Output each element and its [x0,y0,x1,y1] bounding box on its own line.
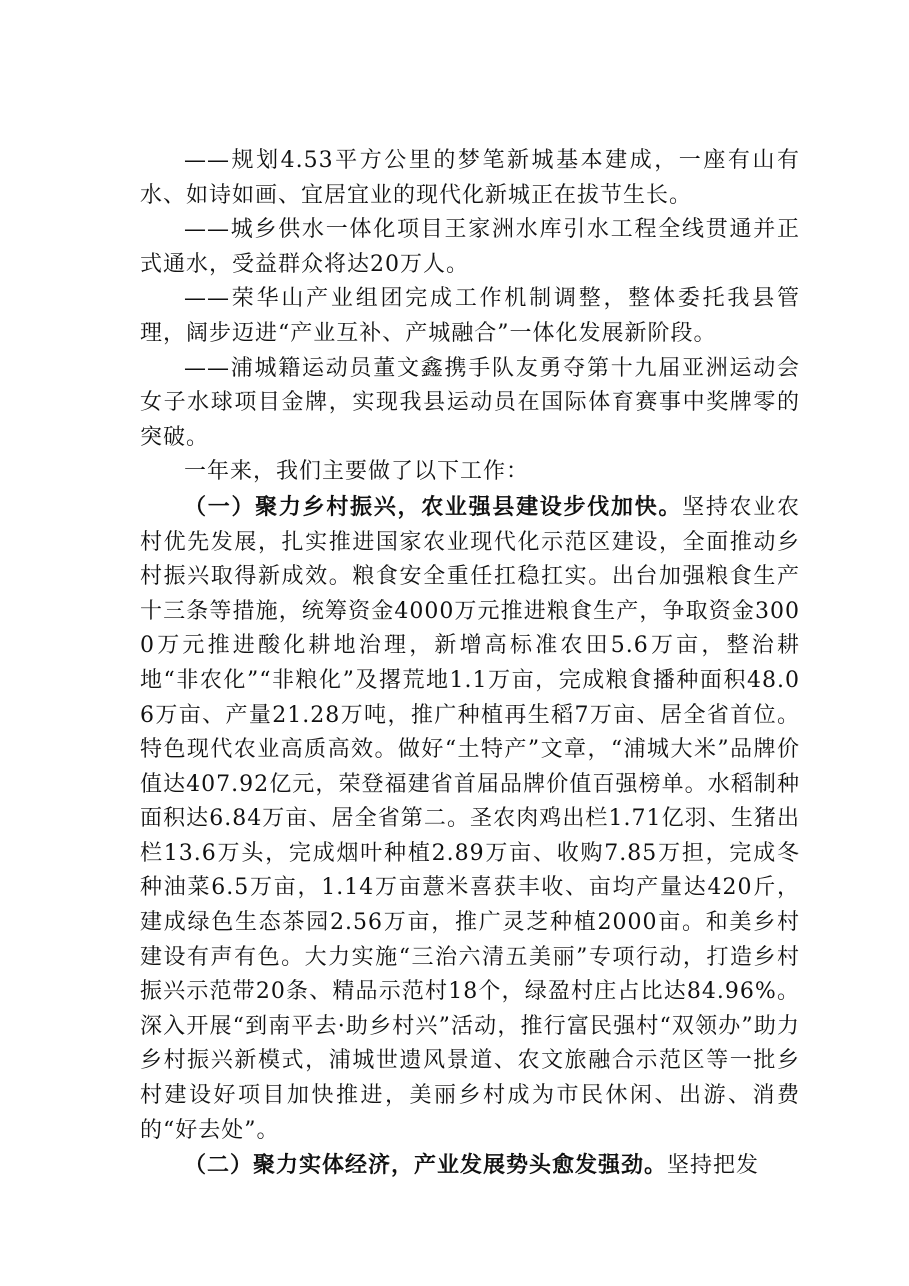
section-heading: （二）聚力实体经济，产业发展势头愈发强劲。 [184,1152,668,1179]
paragraph-text: 一年来，我们主要做了以下工作： [184,459,530,485]
paragraph-text: 坚持把发 [667,1153,760,1179]
paragraph-text: ——城乡供水一体化项目王家洲水库引水工程全线贯通并正式通水，受益群众将达20万人。 [140,217,800,277]
section-heading: （一）聚力乡村振兴，农业强县建设步伐加快。 [184,493,683,520]
paragraph-mengbi-new-city [140,144,800,213]
paragraph-asian-games [140,352,800,456]
paragraph-water-supply [140,213,800,282]
document-body [140,144,800,1184]
paragraph-text: ——规划4.53平方公里的梦笔新城基本建成，一座有山有水、如诗如画、宜居宜业的现代化新城正在拔节生长。 [140,148,800,208]
paragraph-rural-revitalization [140,490,800,1148]
paragraph-text: ——荣华山产业组团完成工作机制调整，整体委托我县管理，阔步迈进“产业互补、产城融合”一体化发展新阶段。 [140,286,800,346]
paragraph-real-economy [140,1148,800,1184]
paragraph-text: 坚持农业农村优先发展，扎实推进国家农业现代化示范区建设，全面推动乡村振兴取得新成效。粮食安全重任扛稳扛实。出台加强粮食生产十三条等措施，统筹资金4000万元推进粮食生产，争取资金3000万元推进酸化耕地治理，新增高标准农田5.6万亩，整治耕地“非农化”“非粮化”及撂荒地1.1万亩，完成粮食播种面积48.06万亩、产量21.28万吨，推广种植再生稻7万亩、居全省首位。特色现代农业高质高效。做好“土特产”文章，“浦城大米”品牌价值达407.92亿元，荣登福建省首届品牌价值百强榜单。水稻制种面积达6.84万亩、居全省第二。圣农肉鸡出栏1.71亿羽、生猪出栏13.6万头，完成烟叶种植2.89万亩、收购7.85万担，完成冬种油菜6.5万亩，1.14万亩薏米喜获丰收、亩均产量达420斤，建成绿色生态茶园2.56万亩，推广灵芝种植2000亩。和美乡村建设有声有色。大力实施“三治六清五美丽”专项行动，打造乡村振兴示范带20条、精品示范村18个，绿盈村庄占比达84.96%。深入开展“到南平去·助乡村兴”活动，推行富民强村“双领办”助力乡村振兴新模式，浦城世遗风景道、农文旅融合示范区等一批乡村建设好项目加快推进，美丽乡村成为市民休闲、出游、消费的“好去处”。 [140,494,800,1143]
paragraph-text: ——浦城籍运动员董文鑫携手队友勇夺第十九届亚洲运动会女子水球项目金牌，实现我县运动员在国际体育赛事中奖牌零的突破。 [140,355,800,450]
paragraph-ronghuashan [140,282,800,351]
paragraph-intro-work [140,455,800,490]
